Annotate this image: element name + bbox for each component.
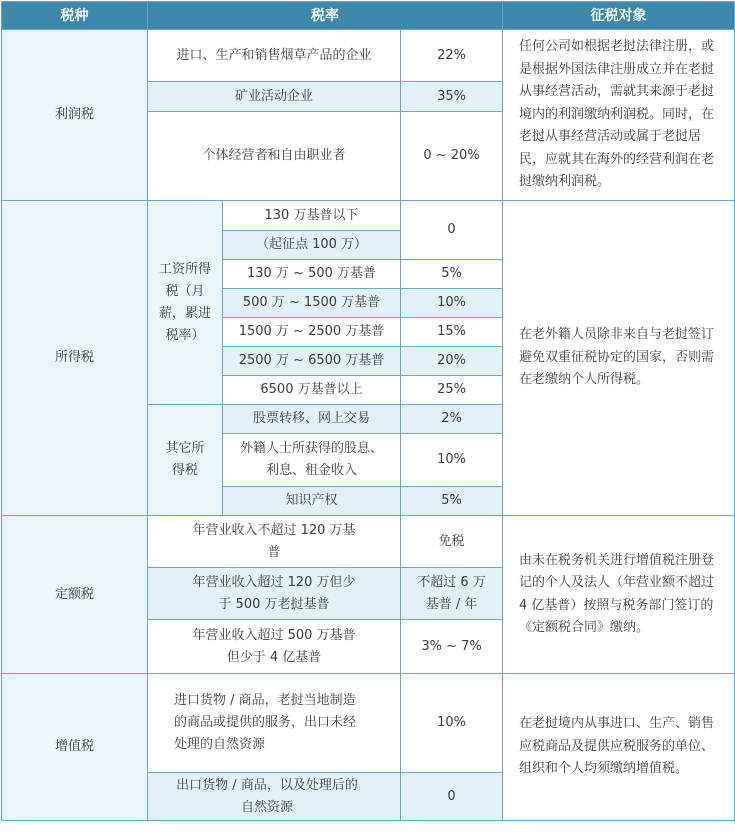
tax-name-income: 所得税 [2, 201, 148, 516]
item-label: 外籍人士所获得的股息、利息、租金收入 [223, 434, 401, 487]
group-other: 其它所得税 [148, 405, 223, 516]
tax-name-vat: 增值税 [2, 674, 148, 821]
item-label: 出口货物 / 商品，以及处理后的自然资源 [148, 773, 401, 821]
table-row [2, 30, 735, 82]
desc-income: 在老外籍人员除非来自与老挝签订避免双重征税协定的国家，否则需在老缴纳个人所得税。 [503, 201, 735, 516]
item-label: 年营业收入超过 120 万但少于 500 万老挝基普 [148, 568, 401, 620]
table-row [2, 674, 735, 773]
tax-name-fixed: 定额税 [2, 516, 148, 674]
item-label: 130 万基普以下 [223, 201, 401, 231]
item-rate: 20% [401, 347, 503, 376]
item-rate: 10% [401, 674, 503, 773]
item-label: 6500 万基普以上 [223, 376, 401, 405]
item-rate: 15% [401, 318, 503, 347]
item-label: 年营业收入超过 500 万基普但少于 4 亿基普 [148, 620, 401, 674]
item-label: 130 万 ~ 500 万基普 [223, 260, 401, 289]
table-header-row [2, 2, 735, 30]
header-tax-type: 税种 [2, 2, 148, 30]
item-label: 1500 万 ~ 2500 万基普 [223, 318, 401, 347]
header-rate: 税率 [148, 2, 503, 30]
item-rate: 2% [401, 405, 503, 434]
group-salary: 工资所得税（月薪，累进税率） [148, 201, 223, 405]
item-rate: 5% [401, 487, 503, 516]
item-rate: 22% [401, 30, 503, 82]
item-label: （起征点 100 万） [223, 231, 401, 260]
item-label: 知识产权 [223, 487, 401, 516]
item-rate: 10% [401, 434, 503, 487]
item-rate: 25% [401, 376, 503, 405]
item-rate: 0 ~ 20% [401, 112, 503, 201]
table-row [2, 201, 735, 231]
desc-profit: 任何公司如根据老挝法律注册，或是根据外国法律注册成立并在老挝从事经营活动，需就其来源于老挝境内的利润缴纳利润税。同时，在老挝从事经营活动或属于老挝居民，应就其在海外的经营利润在老挝缴纳利润税。 [503, 30, 735, 201]
item-label: 进口、生产和销售烟草产品的企业 [148, 30, 401, 82]
item-label: 股票转移、网上交易 [223, 405, 401, 434]
item-rate: 不超过 6 万基普 / 年 [401, 568, 503, 620]
item-rate: 3% ~ 7% [401, 620, 503, 674]
item-label: 个体经营者和自由职业者 [148, 112, 401, 201]
item-rate: 免税 [401, 516, 503, 568]
item-label: 进口货物 / 商品，老挝当地制造的商品或提供的服务，出口未经处理的自然资源 [148, 674, 401, 773]
desc-fixed: 由未在税务机关进行增值税注册登记的个人及法人（年营业额不超过 4 亿基普）按照与税务部门签订的《定额税合同》缴纳。 [503, 516, 735, 674]
item-rate: 10% [401, 289, 503, 318]
tax-table [1, 1, 735, 821]
item-rate: 0 [401, 773, 503, 821]
item-rate: 5% [401, 260, 503, 289]
item-label: 年营业收入不超过 120 万基普 [148, 516, 401, 568]
item-label: 500 万 ~ 1500 万基普 [223, 289, 401, 318]
header-subject: 征税对象 [503, 2, 735, 30]
item-label: 矿业活动企业 [148, 82, 401, 112]
tax-name-profit: 利润税 [2, 30, 148, 201]
item-label: 2500 万 ~ 6500 万基普 [223, 347, 401, 376]
item-rate: 0 [401, 201, 503, 260]
desc-vat: 在老挝境内从事进口、生产、销售应税商品及提供应税服务的单位、组织和个人均须缴纳增值税。 [503, 674, 735, 821]
item-rate: 35% [401, 82, 503, 112]
table-row [2, 516, 735, 568]
